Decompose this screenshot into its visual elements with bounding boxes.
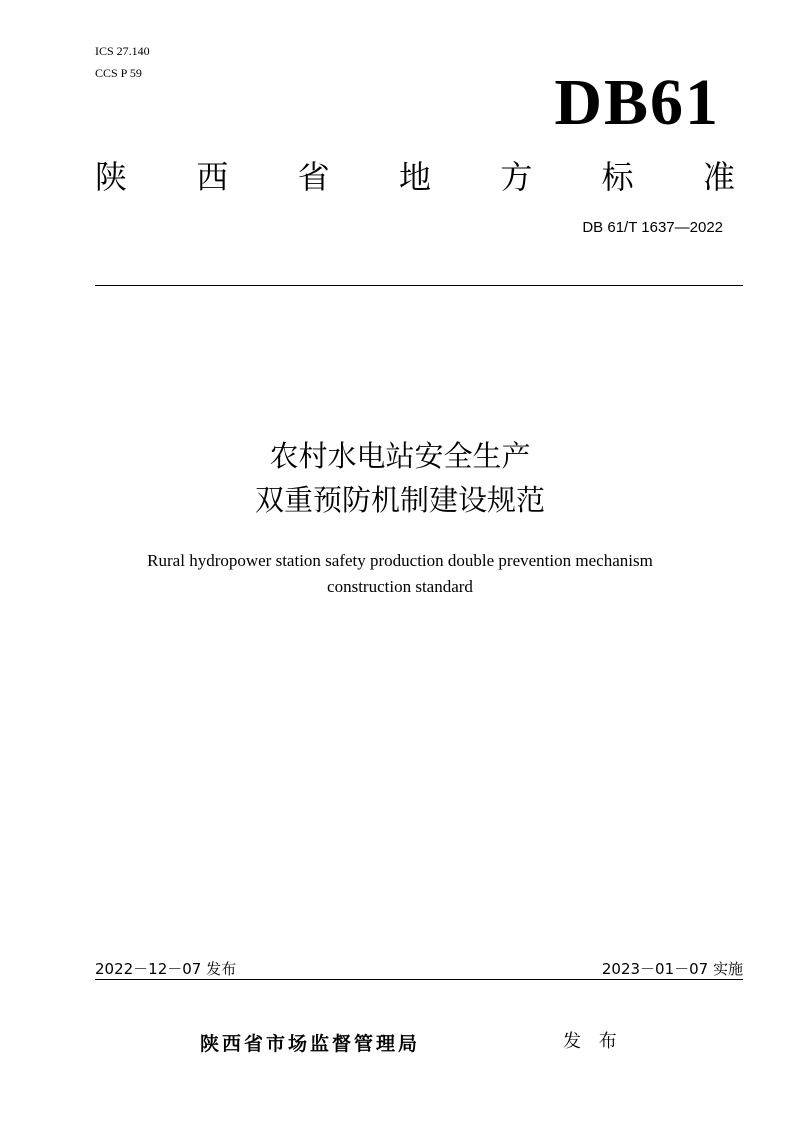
ics-code: ICS 27.140 xyxy=(95,44,150,58)
standard-type-char: 准 xyxy=(702,158,735,196)
bottom-divider xyxy=(95,979,743,980)
title-chinese-line-2: 双重预防机制建设规范 xyxy=(254,483,545,517)
top-divider xyxy=(95,285,743,286)
title-english-line-2: construction standard xyxy=(327,577,473,596)
standard-type-char: 西 xyxy=(196,158,229,196)
standard-logo: DB61 xyxy=(554,66,720,139)
release-date: 2022－12－07 发布 xyxy=(95,960,237,978)
standard-type-char: 省 xyxy=(297,158,330,196)
title-chinese xyxy=(0,434,800,522)
standard-type-char: 陕 xyxy=(95,158,128,196)
title-english xyxy=(0,548,800,600)
standard-type-char: 地 xyxy=(398,158,431,196)
ccs-code: CCS P 59 xyxy=(95,66,142,80)
classification-codes xyxy=(95,40,150,84)
implementation-date: 2023－01－07 实施 xyxy=(601,960,743,978)
title-chinese-line-1: 农村水电站安全生产 xyxy=(269,439,531,473)
standard-number: DB 61/T 1637—2022 xyxy=(582,219,723,236)
issuing-authority: 陕西省市场监督管理局 xyxy=(200,1033,421,1055)
standard-type-char: 方 xyxy=(500,158,533,196)
title-english-line-1: Rural hydropower station safety production double prevention mechanism xyxy=(147,551,653,570)
standard-type-char: 标 xyxy=(601,158,634,196)
standard-type-heading xyxy=(95,157,735,197)
publish-label: 发 布 xyxy=(563,1031,623,1052)
